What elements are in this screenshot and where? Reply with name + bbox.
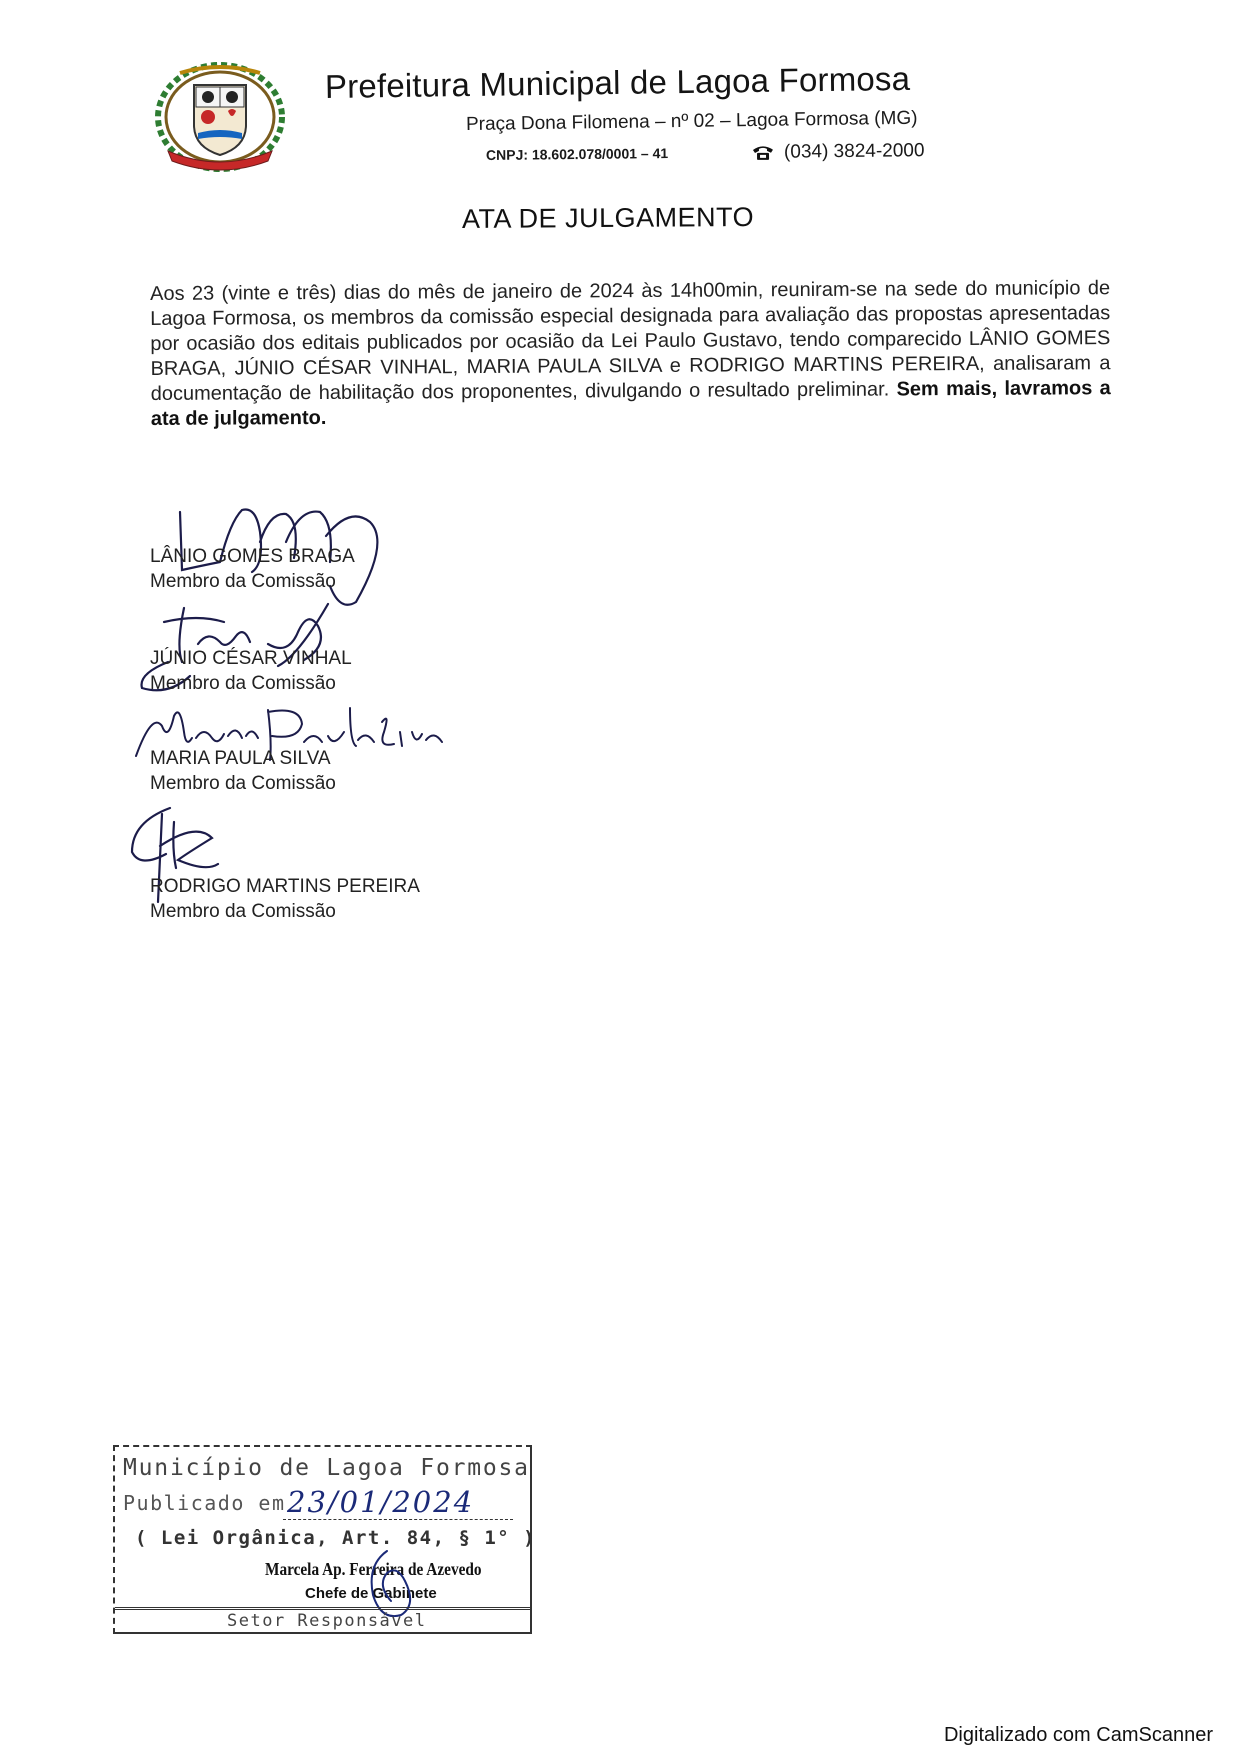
organization-phone — [752, 140, 925, 164]
signatory-name: JÚNIO CÉSAR VINHAL — [150, 648, 352, 669]
closing-sentence: Sem mais, lavramos a ata de julgamento. — [150, 377, 1111, 430]
scanner-watermark: Digitalizado com CamScanner — [943, 1724, 1213, 1746]
stamp-official-role: Chefe de Gabinete — [305, 1585, 437, 1602]
signatory-role: Membro da Comissão — [150, 901, 336, 922]
document-title: ATA DE JULGAMENTO — [461, 201, 755, 234]
stamp-municipality: Município de Lagoa Formosa — [123, 1455, 530, 1481]
signatory-block — [150, 874, 420, 924]
organization-address: Praça Dona Filomena – nº 02 – Lagoa Formosa (MG) — [465, 107, 918, 135]
stamp-date-underline — [283, 1519, 513, 1520]
organization-title: Prefeitura Municipal de Lagoa Formosa — [324, 59, 911, 105]
document-body — [150, 276, 1111, 432]
stamp-responsible-sector: Setor Responsável — [227, 1611, 427, 1631]
telephone-icon — [752, 145, 774, 161]
publication-stamp — [113, 1445, 537, 1634]
signatory-block — [150, 544, 355, 594]
stamp-date: 23/01/2024 — [287, 1485, 475, 1519]
coat-of-arms-logo — [150, 55, 290, 175]
signatory-name: MARIA PAULA SILVA — [150, 748, 331, 769]
signatory-block — [150, 646, 352, 696]
stamp-divider — [115, 1607, 530, 1610]
stamp-official-name: Marcela Ap. Ferreira de Azevedo — [265, 1559, 482, 1579]
signatory-role: Membro da Comissão — [150, 673, 336, 694]
signatory-name: RODRIGO MARTINS PEREIRA — [150, 876, 420, 897]
phone-number: (034) 3824-2000 — [783, 140, 925, 163]
signatory-role: Membro da Comissão — [150, 773, 336, 794]
signatory-role: Membro da Comissão — [150, 571, 336, 592]
organization-cnpj: CNPJ: 18.602.078/0001 – 41 — [485, 145, 669, 163]
signatory-name: LÂNIO GOMES BRAGA — [150, 546, 355, 567]
signatory-block — [150, 746, 336, 796]
body-paragraph: Aos 23 (vinte e três) dias do mês de janeiro de 2024 às 14h00min, reuniram-se na sede do município de Lagoa Formosa, os membros da comissão especial designada para avaliação das propostas apresentadas por ocasião dos editais publicados por ocasião da Lei Paulo Gustavo, tendo comparecido LÂNIO GOMES BRAGA, JÚNIO CÉSAR VINHAL, MARIA PAULA SILVA e RODRIGO MARTINS PEREIRA, analisaram a documentação de habilitação dos proponentes, divulgando o resultado preliminar. — [150, 277, 1111, 405]
stamp-legal-reference: ( Lei Orgânica, Art. 84, § 1° ) — [135, 1527, 537, 1549]
stamp-published-label: Publicado em — [123, 1491, 286, 1515]
